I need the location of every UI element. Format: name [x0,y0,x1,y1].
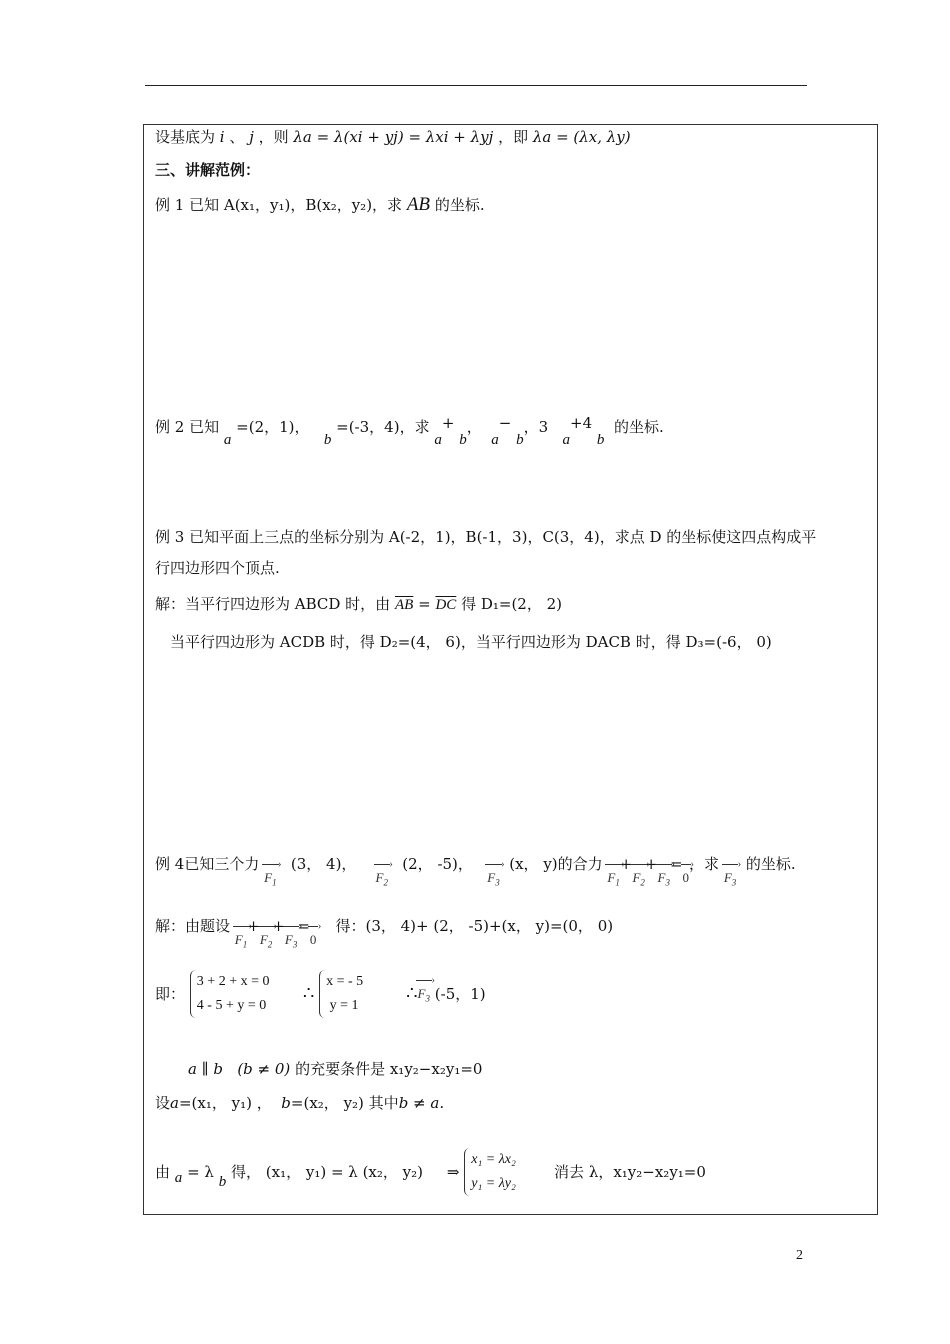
implies-arrow: ⇒ [446,1163,460,1181]
section-heading: 三、讲解范例： [155,161,261,179]
text: =(x₂， y₂) 其中 [290,1094,399,1112]
vector-b: b [281,1094,291,1112]
force-f3: $F_3$ › [285,926,297,955]
force-f2: $F_2$ › [260,926,272,955]
vector-b: b [218,1174,227,1190]
therefore-symbol: ∴ [302,983,315,1004]
vector-i: i [219,128,225,146]
result-value: (-5，1) [434,985,486,1003]
vector-j: j [249,128,254,146]
minus-sign: − [498,414,512,432]
formula-lambda-a: λa = λ(xi + yj) = λxi + λyj [293,128,494,146]
text: 已知三个力 [184,855,260,873]
force-letter: F [264,870,273,885]
text: 的坐标. [613,418,664,436]
text: ， [466,418,482,436]
text: 由 [155,1163,171,1181]
text: 设 [155,1094,171,1112]
page-number: 2 [796,1248,803,1263]
text: (x， y)的合力 [509,855,603,873]
equation-system-1 [190,970,270,1018]
text: 的充要条件是 x₁y₂−x₂y₁=0 [295,1060,483,1078]
intro-text-b: ，则 [258,128,289,146]
content-frame [143,124,878,1215]
example-label: 例 3 [155,528,185,546]
equation-row: x = - 5 [326,974,364,989]
force-letter: F [375,870,384,885]
force-letter: F [284,932,293,947]
force-f3: $F_3$ › [657,864,669,893]
separator: 、 [229,128,245,146]
force-letter: F [632,870,641,885]
zero-vector: 0 › [683,864,690,888]
vector-b: b [596,432,605,448]
force-f2: $F_2$ › [376,864,388,893]
force-f1: $F_1$ › [235,926,247,955]
vector-dc: $\overline{DC}$ [435,597,457,613]
text: ，求 [689,855,720,873]
force-letter: F [657,870,666,885]
vector-ab: $\overline{AB}$ [394,597,414,613]
vector-a: a [562,432,570,448]
force-letter: F [723,870,732,885]
text: +4 [570,414,593,432]
vector-a: a [223,432,232,448]
example-4-solution: 解：由题设 $F_1$ $›+F_2$ $›+F_3$ ›=0 › 得：(3， 4)+ (2， -5)+(x， y)=(0， 0) [155,913,613,942]
force-f1: $F_1$ › [607,864,619,893]
plus-sign: + [441,414,455,432]
example-label: 例 4 [155,855,185,873]
example-tail: 的坐标. [434,196,485,214]
text: 消去 λ，x₁y₂−x₂y₁=0 [554,1163,706,1181]
example-label: 例 1 [155,196,185,214]
vector-a: a [491,432,499,448]
vector-a: a [434,432,442,448]
example-4: 例 4已知三个力 $F_1$ › (3， 4)， $F_2$ › (2， -5)， $F_3$ › (x， y)的合力 $F_1$ $›+F_2$ $›+F_3$ ›=0 ›，求 $F_3$ › 的坐标. [155,851,796,880]
equation-row: 4 - 5 + y = 0 [196,998,267,1013]
example-1 [155,195,485,215]
equation-row: x₁ = λx₂ [471,1152,516,1167]
equation-row: 3 + 2 + x = 0 [196,974,270,989]
text: = λ [187,1163,214,1181]
example-2 [155,414,664,448]
vector-b: b [516,432,524,448]
example-3-solution-2: 当平行四边形为 ACDB 时，得 D₂=(4， 6)，当平行四边形为 DACB 时，得 D₃=(-6， 0) [170,633,772,651]
header-rule [145,85,807,86]
force-letter: F [259,932,268,947]
vector-ab: AB [406,194,431,215]
vector-b: b [459,432,467,448]
force-letter: F [607,870,616,885]
therefore-symbol: ∴ [406,983,418,1004]
text: (3， 4)， [290,855,357,873]
intro-line [155,127,631,147]
text: 得：(3， 4)+ (2， -5)+(x， y)=(0， 0) [335,917,614,935]
text: 得， (x₁， y₁) = λ (x₂， y₂) [230,1163,423,1181]
text: 已知 [189,418,220,436]
equation-system-3 [464,1148,516,1196]
text: (2， -5)， [402,855,473,873]
force-f1: $F_1$ › [264,864,276,893]
example-3-cont: 行四边形四个顶点. [155,559,280,577]
force-f3: $F_3$ › [418,980,430,1009]
parallel-setup: 设a=(x₁， y₁) ， b=(x₂， y₂) 其中b ≠ a. [155,1094,445,1112]
text: =(-3，4)，求 [336,418,430,436]
formula: a ∥ b [188,1060,224,1078]
example-text: 已知 A(x₁，y₁)，B(x₂，y₂)，求 [189,196,403,214]
intro-text: 设基底为 [155,128,216,146]
parallel-condition [188,1059,482,1079]
example-label: 例 2 [155,418,185,436]
text: =(x₁， y₁) ， [178,1094,272,1112]
equation-system-2 [319,970,363,1018]
example-4-system [155,970,486,1018]
formula-lambda-coords: λa = (λx, λy) [532,128,631,146]
zero-vector: 0 › [310,926,317,950]
equation-row: y₁ = λy₂ [471,1176,516,1191]
example-3 [155,527,816,547]
force-letter: F [234,932,243,947]
example-3-solution [155,594,562,615]
force-letter: F [417,985,426,1001]
force-f3: $F_3$ › [487,864,499,893]
text: 的坐标. [745,855,796,873]
example-text: 已知平面上三点的坐标分别为 A(-2，1)，B(-1，3)，C(3，4)，求点 D 的坐标使这四点构成平 [189,528,817,546]
equals-sign: = [418,595,431,613]
force-f2: $F_2$ › [632,864,644,893]
force-f3: $F_3$ › [724,864,736,893]
equation-row: y = 1 [329,998,359,1013]
intro-text-c: ，即 [498,128,529,146]
text: 解：当平行四边形为 ABCD 时，由 [155,595,391,613]
formula: b ≠ a [398,1094,440,1112]
force-letter: F [487,870,496,885]
vector-b: b [323,432,332,448]
formula: (b ≠ 0) [237,1060,291,1078]
vector-a: a [174,1170,183,1186]
vector-a: a [170,1094,179,1112]
text: =(2，1)， [236,418,310,436]
parallel-derivation [155,1148,706,1196]
text: 得 D₁=(2， 2) [461,595,562,613]
text: ，3 [523,418,549,436]
text: 即： [155,985,186,1003]
text: 解：由题设 [155,917,231,935]
